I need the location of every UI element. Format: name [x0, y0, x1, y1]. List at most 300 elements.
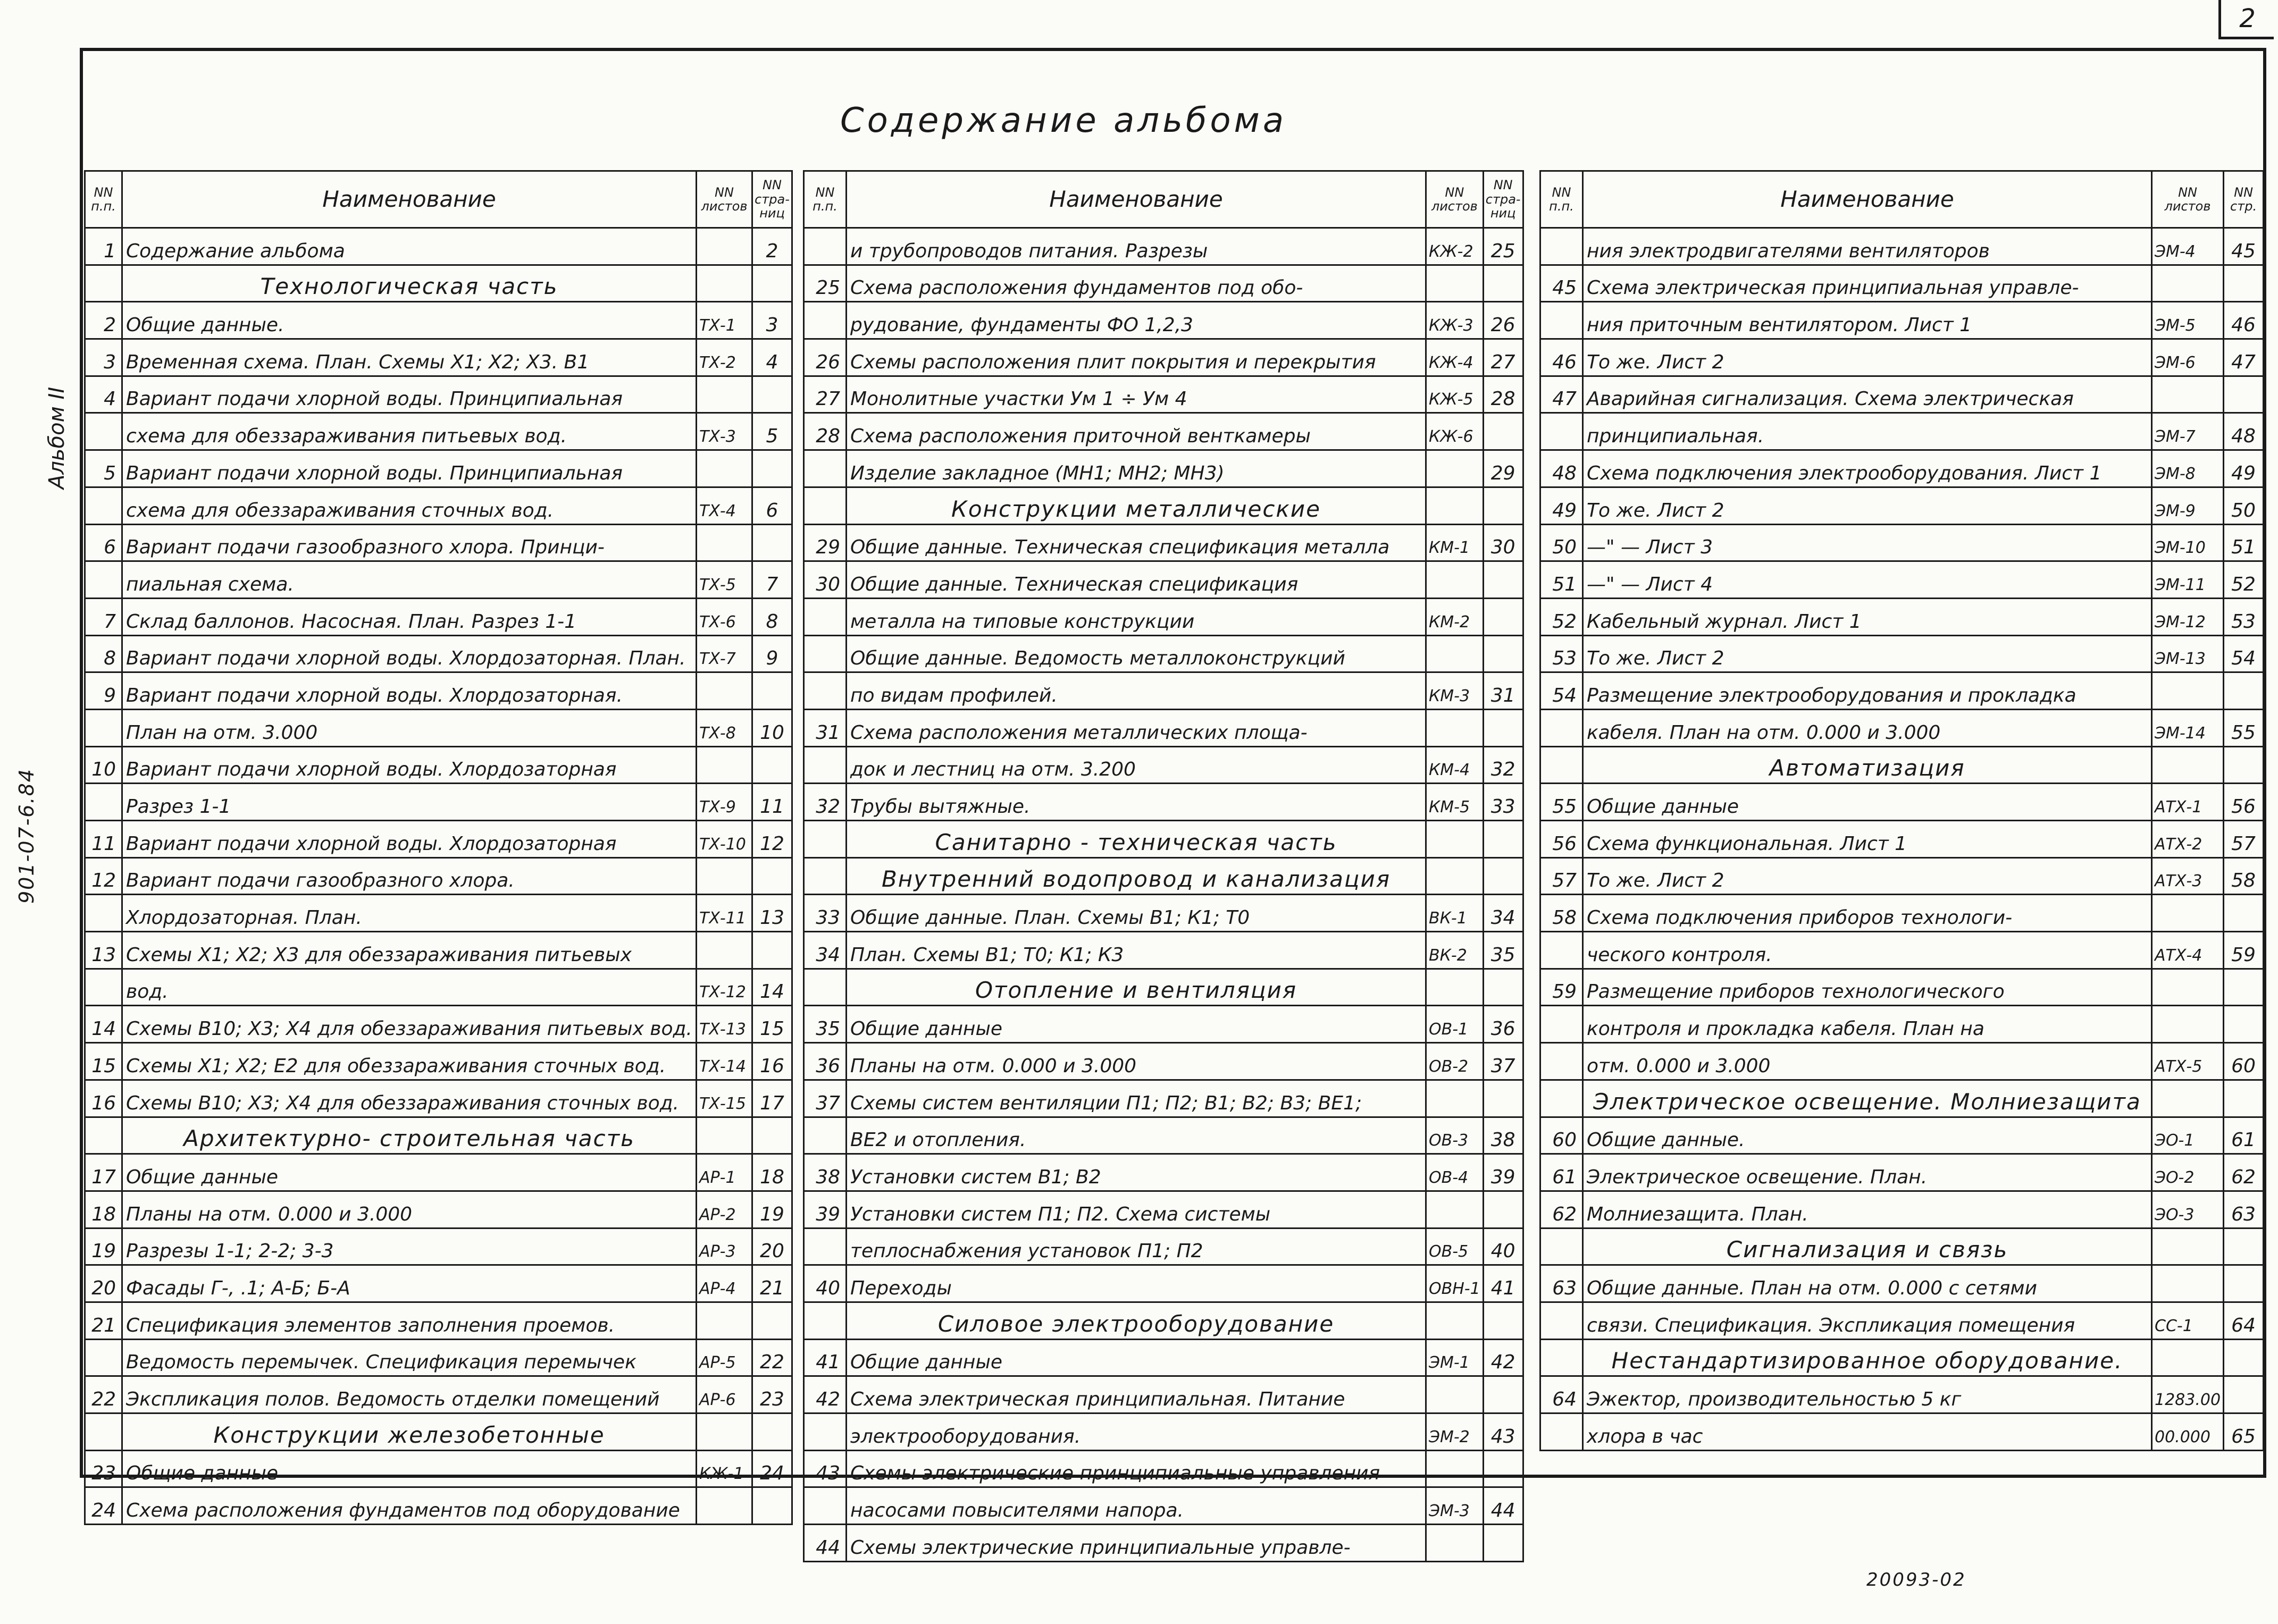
- sheet-code: [1426, 709, 1484, 746]
- row-title: —" — Лист 3: [1583, 524, 2152, 561]
- page-number-cell: 20: [752, 1228, 792, 1265]
- row-title: То же. Лист 2: [1583, 857, 2152, 895]
- page-number-cell: 16: [752, 1043, 792, 1080]
- page-number-cell: [752, 932, 792, 969]
- row-number: 21: [85, 1302, 122, 1339]
- row-title: Схемы электрические принципиальные управле-: [847, 1525, 1426, 1562]
- row-title: Установки систем В1; В2: [847, 1154, 1426, 1191]
- row-title: Схемы Х1; Х2; Е2 для обеззараживания сточных вод.: [122, 1043, 697, 1080]
- table-row: [85, 969, 792, 1006]
- table-row: [85, 376, 792, 413]
- table-row: [1540, 1302, 2264, 1339]
- row-title: Схемы В10; Х3; Х4 для обеззараживания сточных вод.: [122, 1080, 697, 1117]
- row-number: 18: [85, 1191, 122, 1228]
- page-number-cell: [2224, 1006, 2264, 1043]
- page-number-cell: [1483, 1191, 1523, 1228]
- sheet-code: [2152, 1080, 2224, 1117]
- page-number-cell: [752, 376, 792, 413]
- row-title: Схема расположения приточной венткамеры: [847, 413, 1426, 450]
- row-number: 11: [85, 821, 122, 858]
- sheet-code: [2152, 265, 2224, 302]
- page-number-cell: 51: [2224, 524, 2264, 561]
- table-row: [85, 413, 792, 450]
- row-title: Схемы В10; Х3; Х4 для обеззараживания питьевых вод.: [122, 1006, 697, 1043]
- row-title: Общие данные.: [1583, 1117, 2152, 1154]
- page-number-cell: 48: [2224, 413, 2264, 450]
- table-row: [1540, 1228, 2264, 1265]
- row-title: Экспликация полов. Ведомость отделки помещений: [122, 1376, 697, 1413]
- table-row: [1540, 376, 2264, 413]
- table-row: [804, 524, 1523, 561]
- row-number: 26: [804, 339, 847, 376]
- sheet-code: [1426, 1450, 1484, 1487]
- row-title: План на отм. 3.000: [122, 709, 697, 746]
- table-row: [804, 1006, 1523, 1043]
- sheet-code: ВК-1: [1426, 895, 1484, 932]
- table-row: [804, 1117, 1523, 1154]
- row-number: 29: [804, 524, 847, 561]
- table-row: [804, 1339, 1523, 1376]
- row-title: рудование, фундаменты ФО 1,2,3: [847, 302, 1426, 339]
- sheet-code: КЖ-2: [1426, 228, 1484, 265]
- page-number-cell: 6: [752, 487, 792, 524]
- row-number: [1540, 1006, 1583, 1043]
- page-number-cell: [1483, 561, 1523, 599]
- table-row: [804, 598, 1523, 635]
- row-number: [804, 746, 847, 784]
- page-number-cell: [752, 450, 792, 487]
- side-album-wrapper: [45, 386, 69, 500]
- header-num: NN п.п.: [1540, 171, 1583, 228]
- row-title: металла на типовые конструкции: [847, 598, 1426, 635]
- row-title: Монолитные участки Ум 1 ÷ Ум 4: [847, 376, 1426, 413]
- table-row: [1540, 1191, 2264, 1228]
- table-row: [1540, 1043, 2264, 1080]
- table-row: [85, 672, 792, 710]
- table-row: [85, 784, 792, 821]
- page-number-cell: [752, 746, 792, 784]
- row-number: 27: [804, 376, 847, 413]
- row-title: схема для обеззараживания питьевых вод.: [122, 413, 697, 450]
- header-sheet: NN листов: [697, 171, 752, 228]
- row-number: 49: [1540, 487, 1583, 524]
- table-row: [804, 1191, 1523, 1228]
- page-number-cell: 62: [2224, 1154, 2264, 1191]
- page-number-cell: [752, 672, 792, 710]
- row-title: Схемы расположения плит покрытия и перекрытия: [847, 339, 1426, 376]
- row-title: Молниезащита. План.: [1583, 1191, 2152, 1228]
- table-row: [804, 1450, 1523, 1487]
- page-number-cell: 43: [1483, 1413, 1523, 1451]
- sheet-code: ТХ-5: [697, 561, 752, 599]
- sheet-code: ТХ-12: [697, 969, 752, 1006]
- sheet-code: ОВ-5: [1426, 1228, 1484, 1265]
- header-row: [85, 171, 792, 228]
- table-row: [804, 635, 1523, 672]
- sheet-code: ЭМ-5: [2152, 302, 2224, 339]
- page-number-cell: [1483, 857, 1523, 895]
- page-number-cell: 42: [1483, 1339, 1523, 1376]
- header-num: NN п.п.: [804, 171, 847, 228]
- sheet-code: [1426, 265, 1484, 302]
- page-number: 2: [2218, 0, 2274, 39]
- row-title: Общие данные: [847, 1339, 1426, 1376]
- table-row: [85, 302, 792, 339]
- row-number: [804, 1302, 847, 1339]
- row-number: [1540, 932, 1583, 969]
- row-title: Содержание альбома: [122, 228, 697, 265]
- table-row: [1540, 1339, 2264, 1376]
- row-number: 7: [85, 598, 122, 635]
- row-title: Общие данные. План. Схемы В1; К1; Т0: [847, 895, 1426, 932]
- page-number-cell: [752, 1487, 792, 1525]
- table-row: [85, 746, 792, 784]
- page-number-cell: 59: [2224, 932, 2264, 969]
- sheet-code: КЖ-5: [1426, 376, 1484, 413]
- table-row: [804, 487, 1523, 524]
- row-title: Эжектор, производительностью 5 кг: [1583, 1376, 2152, 1413]
- row-number: [1540, 302, 1583, 339]
- sheet-code: ЭО-2: [2152, 1154, 2224, 1191]
- table-row: [1540, 932, 2264, 969]
- page-number-cell: [752, 524, 792, 561]
- row-number: 15: [85, 1043, 122, 1080]
- page-number-cell: [1483, 413, 1523, 450]
- row-title: Хлордозаторная. План.: [122, 895, 697, 932]
- page-number-cell: [1483, 821, 1523, 858]
- page-number-cell: 38: [1483, 1117, 1523, 1154]
- table-row: [1540, 746, 2264, 784]
- sheet-code: ТХ-6: [697, 598, 752, 635]
- row-number: 3: [85, 339, 122, 376]
- row-number: 23: [85, 1450, 122, 1487]
- sheet-code: КЖ-3: [1426, 302, 1484, 339]
- sheet-code: ТХ-2: [697, 339, 752, 376]
- header-sheet: NN листов: [1426, 171, 1484, 228]
- row-number: 43: [804, 1450, 847, 1487]
- row-title: насосами повысителями напора.: [847, 1487, 1426, 1525]
- page-number-cell: 53: [2224, 598, 2264, 635]
- table-row: [804, 265, 1523, 302]
- sheet-code: АР-1: [697, 1154, 752, 1191]
- page-number-cell: 50: [2224, 487, 2264, 524]
- table-row: [804, 1228, 1523, 1265]
- row-title: вод.: [122, 969, 697, 1006]
- table-row: [804, 1154, 1523, 1191]
- sheet-code: [2152, 746, 2224, 784]
- row-number: 25: [804, 265, 847, 302]
- row-number: 55: [1540, 784, 1583, 821]
- row-number: [1540, 1302, 1583, 1339]
- row-number: 13: [85, 932, 122, 969]
- row-number: 31: [804, 709, 847, 746]
- page-number-cell: 18: [752, 1154, 792, 1191]
- sheet-code: АТХ-2: [2152, 821, 2224, 858]
- sheet-code: [697, 746, 752, 784]
- table-row: [804, 1265, 1523, 1302]
- row-number: 54: [1540, 672, 1583, 710]
- row-title: электрооборудования.: [847, 1413, 1426, 1451]
- row-number: [1540, 1413, 1583, 1451]
- sheet-code: АТХ-1: [2152, 784, 2224, 821]
- row-title: Временная схема. План. Схемы Х1; Х2; Х3. В1: [122, 339, 697, 376]
- table-row: [804, 1043, 1523, 1080]
- page-number-cell: 5: [752, 413, 792, 450]
- sheet-code: [1426, 1080, 1484, 1117]
- page-number-cell: 26: [1483, 302, 1523, 339]
- sheet-code: ЭМ-10: [2152, 524, 2224, 561]
- sheet-code: [697, 857, 752, 895]
- page-number-cell: 56: [2224, 784, 2264, 821]
- sheet-code: [2152, 1006, 2224, 1043]
- row-title: Вариант подачи хлорной воды. Хлордозаторная: [122, 821, 697, 858]
- page-number-cell: [2224, 1376, 2264, 1413]
- page-number-cell: 49: [2224, 450, 2264, 487]
- table-row: [85, 1265, 792, 1302]
- row-number: [804, 1117, 847, 1154]
- sheet-code: ОВ-4: [1426, 1154, 1484, 1191]
- table-row: [1540, 413, 2264, 450]
- row-number: [85, 487, 122, 524]
- contents-table-1: [84, 170, 793, 1525]
- sheet-code: ЭМ-14: [2152, 709, 2224, 746]
- sheet-code: [697, 1413, 752, 1451]
- sheet-code: ТХ-1: [697, 302, 752, 339]
- sheet-code: [697, 450, 752, 487]
- sheet-code: [1426, 450, 1484, 487]
- table-row: [804, 784, 1523, 821]
- sheet-code: [1426, 821, 1484, 858]
- sheet-code: ТХ-4: [697, 487, 752, 524]
- row-number: [804, 1487, 847, 1525]
- row-title: Схема электрическая принципиальная управле-: [1583, 265, 2152, 302]
- table-row: [804, 821, 1523, 858]
- row-number: 57: [1540, 857, 1583, 895]
- row-number: 1: [85, 228, 122, 265]
- sheet-code: КМ-4: [1426, 746, 1484, 784]
- page-number-cell: 60: [2224, 1043, 2264, 1080]
- row-title: Спецификация элементов заполнения проемов.: [122, 1302, 697, 1339]
- sheet-code: [2152, 1265, 2224, 1302]
- sheet-code: [697, 265, 752, 302]
- sheet-code: АР-2: [697, 1191, 752, 1228]
- table-row: [85, 487, 792, 524]
- sheet-code: АР-6: [697, 1376, 752, 1413]
- row-title: Ведомость перемычек. Спецификация перемычек: [122, 1339, 697, 1376]
- page-number-cell: 10: [752, 709, 792, 746]
- row-title: Размещение электрооборудования и прокладка: [1583, 672, 2152, 710]
- table-row: [85, 228, 792, 265]
- page-number-cell: 55: [2224, 709, 2264, 746]
- table-row: [1540, 487, 2264, 524]
- sheet-code: [2152, 969, 2224, 1006]
- row-number: 50: [1540, 524, 1583, 561]
- page-number-cell: [1483, 1080, 1523, 1117]
- table-row: [85, 598, 792, 635]
- row-title: Внутренний водопровод и канализация: [847, 857, 1426, 895]
- row-number: [1540, 1043, 1583, 1080]
- row-title: отм. 0.000 и 3.000: [1583, 1043, 2152, 1080]
- row-number: [804, 857, 847, 895]
- row-number: 20: [85, 1265, 122, 1302]
- row-title: Фасады Г-, .1; А-Б; Б-А: [122, 1265, 697, 1302]
- sheet-code: ЭМ-13: [2152, 635, 2224, 672]
- row-number: 64: [1540, 1376, 1583, 1413]
- sheet-code: [1426, 969, 1484, 1006]
- row-number: [804, 1413, 847, 1451]
- row-number: 44: [804, 1525, 847, 1562]
- table-row: [804, 302, 1523, 339]
- page-number-cell: [1483, 598, 1523, 635]
- page-number-cell: 29: [1483, 450, 1523, 487]
- table-row: [85, 932, 792, 969]
- table-row: [85, 1376, 792, 1413]
- row-number: [1540, 413, 1583, 450]
- sheet-code: [1426, 635, 1484, 672]
- page-number-cell: [2224, 1080, 2264, 1117]
- table-row: [1540, 598, 2264, 635]
- page-number-cell: 17: [752, 1080, 792, 1117]
- page-number-cell: [1483, 635, 1523, 672]
- page-number-cell: 52: [2224, 561, 2264, 599]
- row-number: 56: [1540, 821, 1583, 858]
- row-title: ческого контроля.: [1583, 932, 2152, 969]
- table-row: [85, 561, 792, 599]
- row-title: Схема расположения фундаментов под обо-: [847, 265, 1426, 302]
- sheet-code: ЭМ-4: [2152, 228, 2224, 265]
- row-number: 30: [804, 561, 847, 599]
- row-number: 51: [1540, 561, 1583, 599]
- page-number-cell: [2224, 376, 2264, 413]
- table-row: [1540, 450, 2264, 487]
- row-number: 28: [804, 413, 847, 450]
- page-number-cell: 57: [2224, 821, 2264, 858]
- row-title: Автоматизация: [1583, 746, 2152, 784]
- table-row: [1540, 857, 2264, 895]
- page-number-cell: 22: [752, 1339, 792, 1376]
- row-title: Санитарно - техническая часть: [847, 821, 1426, 858]
- page-number-cell: 47: [2224, 339, 2264, 376]
- row-number: [85, 1117, 122, 1154]
- row-number: 32: [804, 784, 847, 821]
- row-number: [804, 228, 847, 265]
- row-title: Общие данные: [847, 1006, 1426, 1043]
- sheet-code: [697, 524, 752, 561]
- page-number-cell: [752, 1413, 792, 1451]
- header-page: NN стра-ниц: [1483, 171, 1523, 228]
- row-title: Вариант подачи газообразного хлора. Принци-: [122, 524, 697, 561]
- row-title: Схема подключения электрооборудования. Лист 1: [1583, 450, 2152, 487]
- sheet-code: [2152, 895, 2224, 932]
- table-row: [85, 1450, 792, 1487]
- page-number-cell: [1483, 969, 1523, 1006]
- row-title: Схема расположения фундаментов под оборудование: [122, 1487, 697, 1525]
- table-row: [85, 1339, 792, 1376]
- row-title: Схема электрическая принципиальная. Питание: [847, 1376, 1426, 1413]
- page-number-cell: 32: [1483, 746, 1523, 784]
- header-sheet: NN листов: [2152, 171, 2224, 228]
- page-number-cell: [1483, 1302, 1523, 1339]
- page-number-cell: [2224, 1228, 2264, 1265]
- sheet-code: КМ-3: [1426, 672, 1484, 710]
- row-number: [85, 895, 122, 932]
- table-row: [1540, 635, 2264, 672]
- table-row: [85, 1413, 792, 1451]
- row-title: Разрез 1-1: [122, 784, 697, 821]
- row-title: Размещение приборов технологического: [1583, 969, 2152, 1006]
- row-title: Общие данные: [122, 1154, 697, 1191]
- contents-table-3: [1539, 170, 2264, 1451]
- sheet-code: ЭМ-3: [1426, 1487, 1484, 1525]
- page-number-cell: 7: [752, 561, 792, 599]
- sheet-code: ОВ-2: [1426, 1043, 1484, 1080]
- sheet-code: [697, 376, 752, 413]
- row-title: План. Схемы В1; Т0; К1; К3: [847, 932, 1426, 969]
- contents-table-2: [803, 170, 1524, 1562]
- table-row: [804, 1302, 1523, 1339]
- page-number-cell: 33: [1483, 784, 1523, 821]
- row-number: 37: [804, 1080, 847, 1117]
- row-title: Вариант подачи хлорной воды. Принципиальная: [122, 450, 697, 487]
- table-row: [85, 265, 792, 302]
- row-title: Вариант подачи хлорной воды. Хлордозаторная. План.: [122, 635, 697, 672]
- sheet-code: ТХ-14: [697, 1043, 752, 1080]
- page-number-cell: 31: [1483, 672, 1523, 710]
- table-row: [1540, 1006, 2264, 1043]
- row-number: [1540, 1228, 1583, 1265]
- sheet-code: АТХ-3: [2152, 857, 2224, 895]
- table-row: [1540, 672, 2264, 710]
- table-row: [85, 1006, 792, 1043]
- page-number-cell: 30: [1483, 524, 1523, 561]
- row-number: [1540, 1080, 1583, 1117]
- page-number-cell: 15: [752, 1006, 792, 1043]
- sheet-code: [697, 228, 752, 265]
- row-number: 12: [85, 857, 122, 895]
- page-number-cell: [2224, 746, 2264, 784]
- row-title: Сигнализация и связь: [1583, 1228, 2152, 1265]
- page-number-cell: [2224, 969, 2264, 1006]
- page-number-cell: 54: [2224, 635, 2264, 672]
- table-row: [85, 1117, 792, 1154]
- table-row: [85, 450, 792, 487]
- page-number-cell: 61: [2224, 1117, 2264, 1154]
- row-number: 5: [85, 450, 122, 487]
- page-number-cell: [752, 1302, 792, 1339]
- row-title: Общие данные. Ведомость металлоконструкций: [847, 635, 1426, 672]
- row-number: 45: [1540, 265, 1583, 302]
- sheet-code: ТХ-8: [697, 709, 752, 746]
- row-title: Схемы электрические принципиальные управления: [847, 1450, 1426, 1487]
- page-number-cell: 13: [752, 895, 792, 932]
- row-title: хлора в час: [1583, 1413, 2152, 1451]
- table-row: [85, 524, 792, 561]
- page-number-cell: [2224, 265, 2264, 302]
- sheet-code: [2152, 1339, 2224, 1376]
- row-number: [804, 302, 847, 339]
- row-title: Вариант подачи хлорной воды. Хлордозаторная.: [122, 672, 697, 710]
- table-row: [804, 857, 1523, 895]
- row-title: Электрическое освещение. План.: [1583, 1154, 2152, 1191]
- row-title: Кабельный журнал. Лист 1: [1583, 598, 2152, 635]
- row-number: [804, 1228, 847, 1265]
- row-title: Общие данные: [1583, 784, 2152, 821]
- table-row: [1540, 895, 2264, 932]
- table-row: [804, 376, 1523, 413]
- row-title: пиальная схема.: [122, 561, 697, 599]
- page-number-cell: 9: [752, 635, 792, 672]
- row-title: ния электродвигателями вентиляторов: [1583, 228, 2152, 265]
